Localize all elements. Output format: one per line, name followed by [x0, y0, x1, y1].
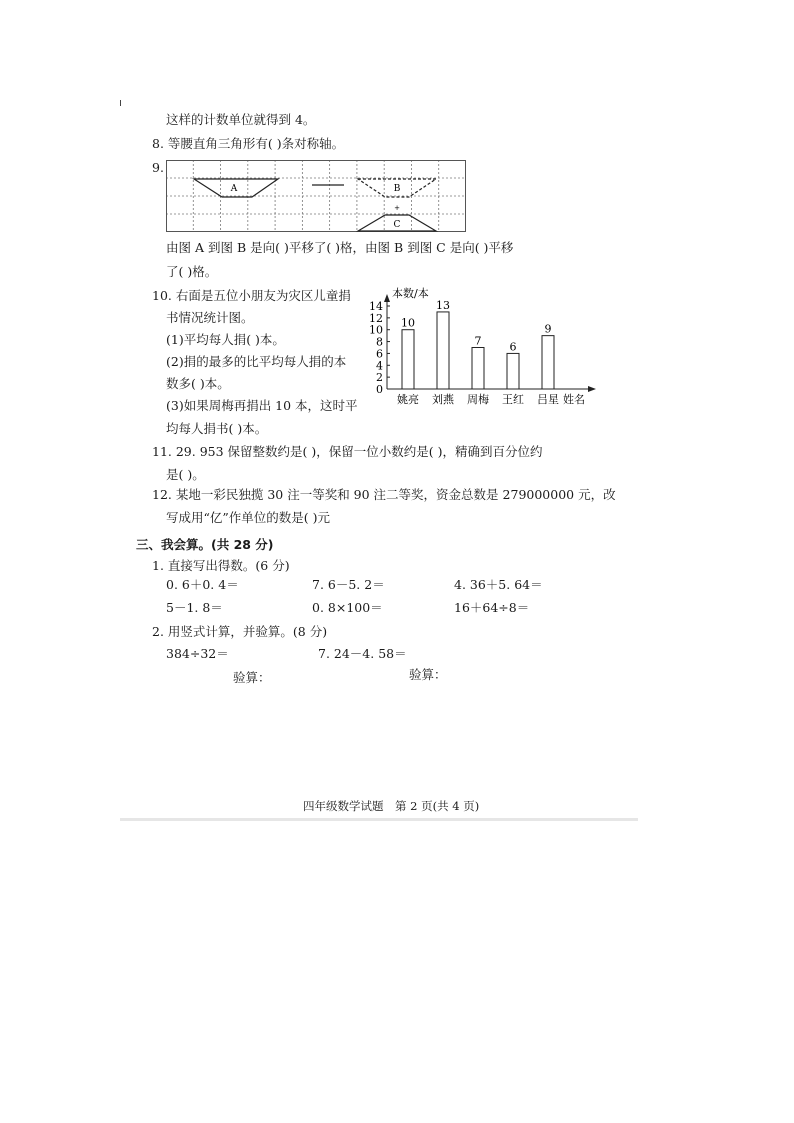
- section-3-heading: 三、我会算。(共 28 分): [136, 537, 274, 552]
- shape-a-label: A: [230, 184, 238, 194]
- expr-3: 4. 36＋5. 64＝: [454, 577, 543, 592]
- question-9-number: 9.: [152, 160, 164, 175]
- translation-grid-figure: [166, 160, 466, 232]
- question-10-line-b: 书情况统计图。: [166, 310, 254, 325]
- expr-4: 5－1. 8＝: [166, 600, 223, 615]
- question-10-line-d: (2)捐的最多的比平均每人捐的本: [166, 354, 347, 369]
- text-line: 这样的计数单位就得到 4。: [166, 112, 316, 127]
- bar-data-label: 13: [436, 298, 450, 312]
- expr-6: 16＋64÷8＝: [454, 600, 530, 615]
- y-tick-label: 12: [369, 311, 383, 325]
- expr-1: 0. 6＋0. 4＝: [166, 577, 239, 592]
- y-tick-label: 14: [369, 300, 383, 313]
- vertical-calc-1: 384÷32＝: [166, 646, 229, 661]
- shape-b-label: B: [393, 184, 401, 194]
- bar: [507, 353, 519, 389]
- y-tick-label: 2: [376, 371, 383, 385]
- question-10-line-f: (3)如果周梅再捐出 10 本，这时平: [166, 398, 358, 413]
- y-tick-label: 0: [376, 383, 383, 396]
- y-tick-label: 6: [376, 347, 383, 361]
- question-10-line-a: 10. 右面是五位小朋友为灾区儿童捐: [152, 288, 351, 303]
- check-label-1: 验算：: [233, 670, 271, 685]
- question-8: 8. 等腰直角三角形有( )条对称轴。: [152, 136, 345, 151]
- center-plus: +: [394, 204, 400, 212]
- question-12-line-b: 写成用“亿”作单位的数是( )元: [166, 510, 331, 525]
- page-footer: 四年级数学试题 第 2 页(共 4 页): [303, 799, 480, 813]
- vertical-calc-2: 7. 24－4. 58＝: [318, 646, 407, 661]
- check-label-2: 验算：: [409, 667, 447, 682]
- category-label: 王红: [502, 393, 524, 406]
- bar: [402, 330, 414, 389]
- question-11-line-a: 11. 29. 953 保留整数约是( )，保留一位小数约是( )，精确到百分位约: [152, 444, 543, 459]
- y-tick-label: 8: [376, 335, 383, 349]
- question-12-line-a: 12. 某地一彩民独揽 30 注一等奖和 90 注二等奖，资金总数是 279000000 元，改: [152, 487, 616, 502]
- expr-2: 7. 6－5. 2＝: [312, 577, 385, 592]
- question-10-line-c: (1)平均每人捐( )本。: [166, 332, 285, 347]
- footer-rule: [120, 818, 638, 821]
- category-label: 吕星: [537, 393, 559, 406]
- donation-bar-chart: [364, 284, 600, 410]
- question-10-line-e: 数多( )本。: [166, 376, 230, 391]
- question-10-line-g: 均每人捐书( )本。: [166, 421, 268, 436]
- category-label: 姚亮: [397, 393, 419, 406]
- question-9-line-a: 由图 A 到图 B 是向( )平移了( )格，由图 B 到图 C 是向( )平移: [166, 240, 514, 255]
- shape-c-label: C: [393, 220, 401, 230]
- y-axis-arrow: [384, 294, 390, 302]
- bar-data-label: 7: [474, 334, 482, 348]
- question-9-line-b: 了( )格。: [166, 264, 218, 279]
- category-label: 周梅: [467, 393, 489, 406]
- section-3-part-1: 1. 直接写出得数。(6 分): [152, 558, 290, 573]
- bar-data-label: 9: [544, 322, 552, 336]
- expr-5: 0. 8×100＝: [312, 600, 383, 615]
- x-axis-arrow: [588, 386, 596, 392]
- bar: [437, 312, 449, 389]
- bar: [472, 348, 484, 390]
- bar: [542, 336, 554, 389]
- bar-data-label: 10: [401, 316, 415, 330]
- chart-ylabel: 本数/本: [392, 287, 429, 300]
- y-tick-label: 4: [376, 359, 383, 373]
- category-label: 刘燕: [432, 393, 454, 406]
- bar-data-label: 6: [509, 340, 517, 354]
- question-11-line-b: 是( )。: [166, 467, 205, 482]
- scan-mark: [120, 100, 121, 106]
- section-3-part-2: 2. 用竖式计算，并验算。(8 分): [152, 624, 328, 639]
- chart-xlabel: 姓名: [563, 393, 585, 406]
- y-tick-label: 10: [369, 323, 383, 337]
